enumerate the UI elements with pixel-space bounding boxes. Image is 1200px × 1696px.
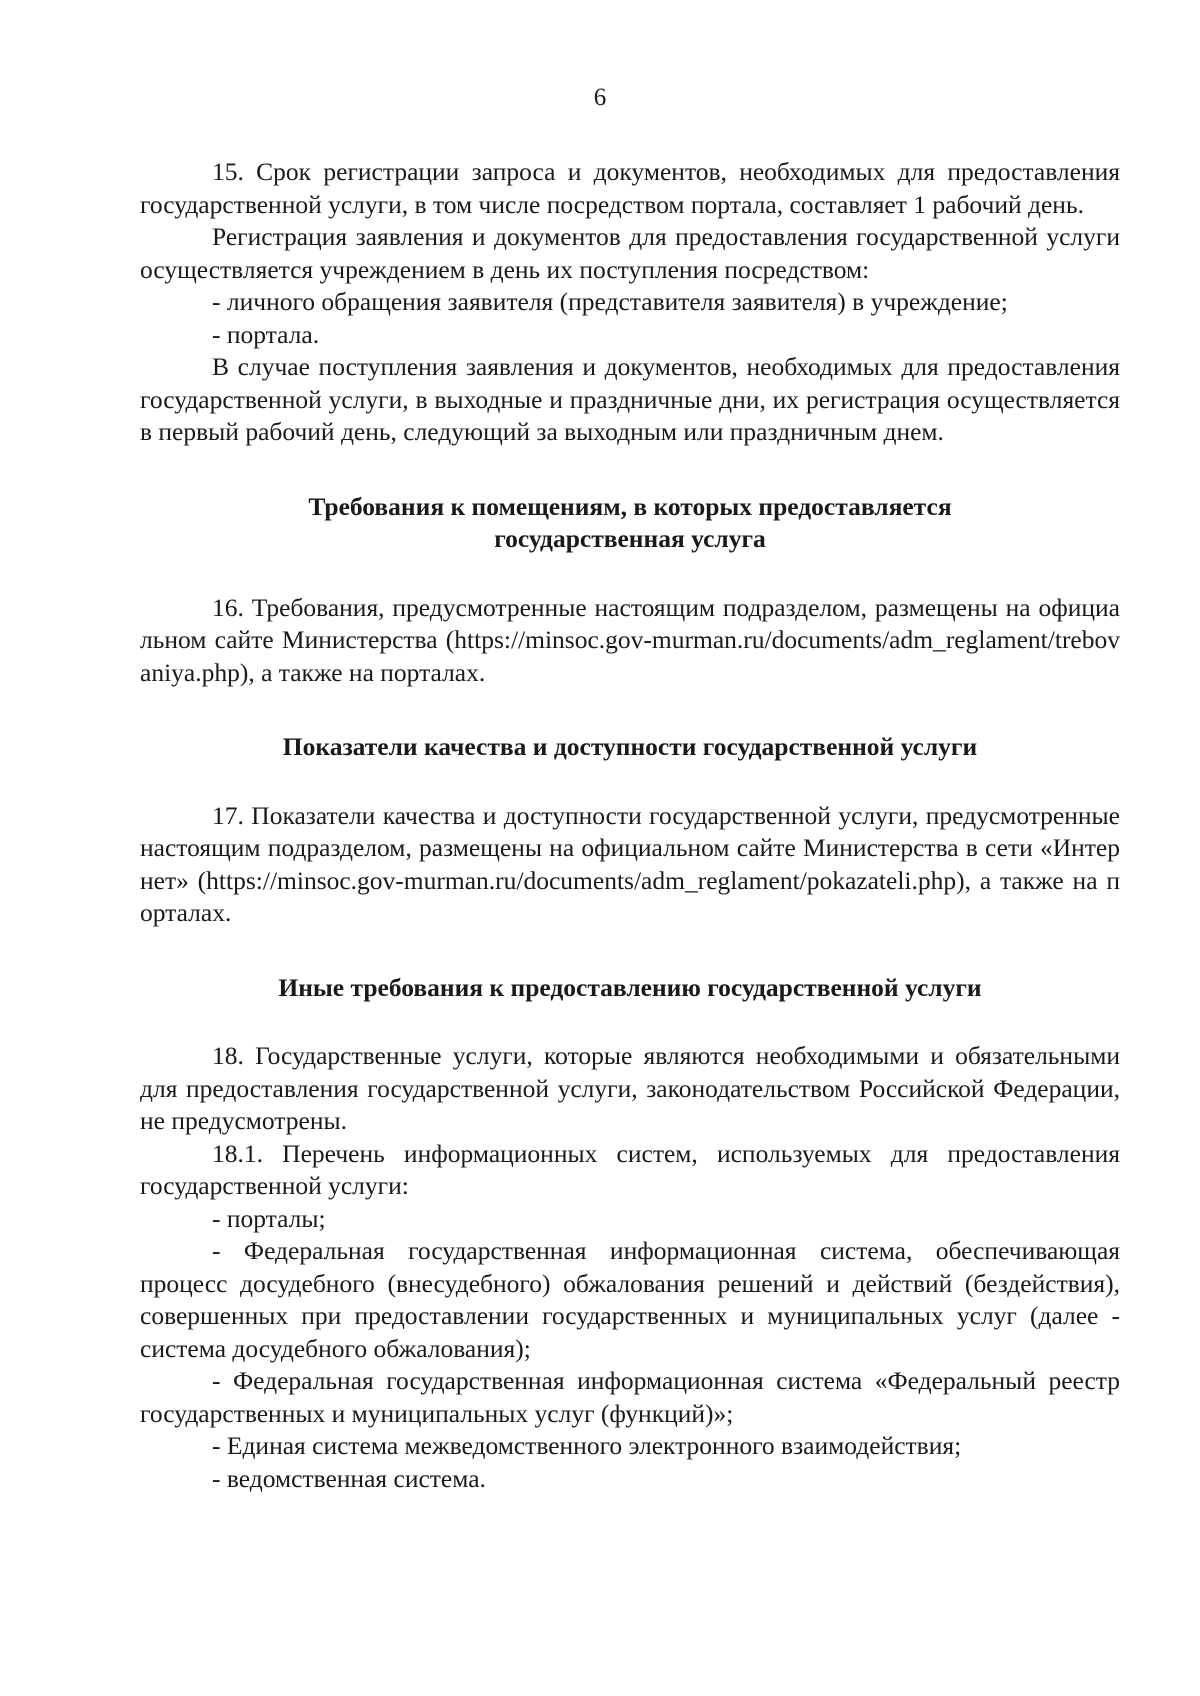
- heading-premises: [140, 491, 1120, 556]
- list-item-departmental-system: - ведомственная система.: [212, 1463, 486, 1493]
- page-number: 6: [593, 84, 607, 111]
- paragraph-15-registration: Регистрация заявления и документов для предоставления государственной услуги осуществляется учреждением в день их поступления посредством:: [140, 222, 1120, 284]
- heading-premises-line2: государственная услуга: [494, 524, 766, 553]
- paragraph-15-holidays: В случае поступления заявления и документов, необходимых для предоставления государственной услуги, в выходные и праздничные дни, их регистрация осуществляется в первый рабочий день, следующий за выходным или праздничным днем.: [140, 352, 1120, 446]
- list-item-portals: - порталы;: [212, 1203, 326, 1233]
- heading-quality: Показатели качества и доступности государственной услуги: [282, 732, 978, 761]
- list-item-portal: - портала.: [212, 319, 320, 349]
- list-item-interagency-system: - Единая система межведомственного электронного взаимодействия;: [212, 1431, 962, 1460]
- heading-premises-line1: Требования к помещениям, в которых предоставляется: [308, 491, 952, 521]
- paragraph-18-1: 18.1. Перечень информационных систем, используемых для предоставления государственной услуги:: [140, 1138, 1120, 1200]
- document-body: [140, 156, 1120, 1495]
- list-item-pretrial-appeal-system: - Федеральная государственная информационная система, обеспечивающая процесс досудебного (внесудебного) обжалования решений и действий (бездействия), совершенных при предоставлении государственных и муниципальных услуг (далее - система досудебного обжалования);: [140, 1236, 1120, 1363]
- heading-other-requirements: Иные требования к предоставлению государственной услуги: [278, 972, 982, 1002]
- paragraph-18: 18. Государственные услуги, которые являются необходимыми и обязательными для предоставления государственной услуги, законодательством Российской Федерации, не предусмотрены.: [140, 1041, 1120, 1135]
- list-item-personal-appeal: - личного обращения заявителя (представителя заявителя) в учреждение;: [212, 287, 1008, 316]
- paragraph-15: 15. Срок регистрации запроса и документов, необходимых для предоставления государственной услуги, в том числе посредством портала, составляет 1 рабочий день.: [140, 157, 1120, 219]
- paragraph-17: 17. Показатели качества и доступности государственной услуги, предусмотренные настоящим подразделом, размещены на официальном сайте Министерства в сети «Интернет» (https://minsoc.gov-murman.ru/documents/adm_reglament/pokazateli.php), а также на порталах.: [140, 800, 1120, 927]
- paragraph-16: 16. Требования, предусмотренные настоящим подразделом, размещены на официальном сайте Министерства (https://minsoc.gov-murman.ru/documents/adm_reglament/trebovaniya.php), а также на порталах.: [140, 592, 1120, 687]
- list-item-federal-register: - Федеральная государственная информационная система «Федеральный реестр государственных и муниципальных услуг (функций)»;: [140, 1366, 1120, 1428]
